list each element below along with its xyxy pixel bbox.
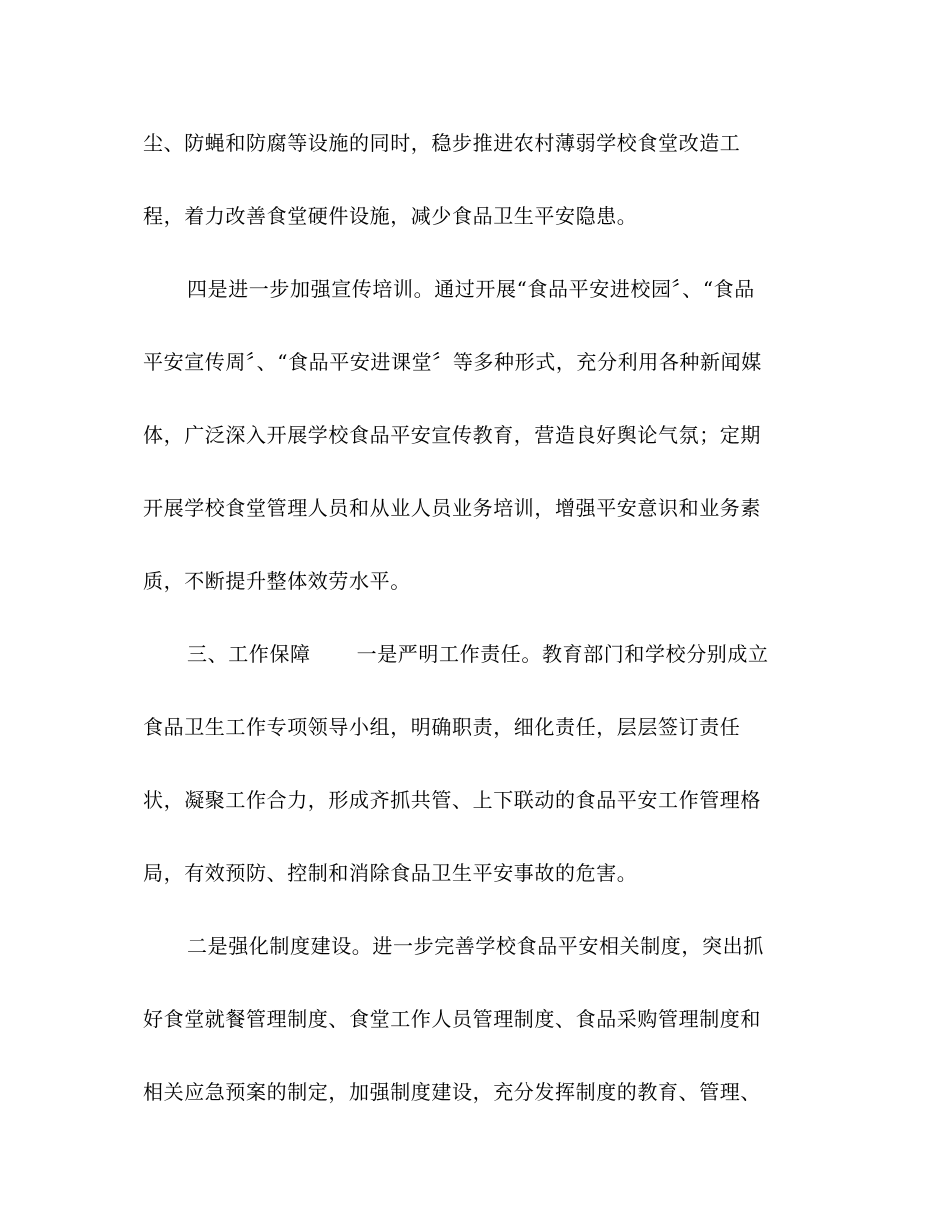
text-line-10: 状，凝聚工作合力，形成齐抓共管、上下联动的食品平安工作管理格 [143,788,761,812]
text-line-12: 二是强化制度建设。进一步完善学校食品平安相关制度，突出抓 [187,934,764,958]
text-line-5: 体，广泛深入开展学校食品平安宣传教育，营造良好舆论气氛；定期 [143,423,761,447]
section-first-item: 一是严明工作责任。教育部门和学校分别成立 [356,642,769,666]
text-line-9: 食品卫生工作专项领导小组，明确职责，细化责任，层层签订责任 [143,715,741,739]
text-line-13: 好食堂就餐管理制度、食堂工作人员管理制度、食品采购管理制度和 [143,1007,761,1031]
text-line-11: 局，有效预防、控制和消除食品卫生平安事故的危害。 [143,861,638,885]
text-line-3: 四是进一步加强宣传培训。通过开展“食品平安进校园〞、“食品 [187,277,755,301]
text-line-6: 开展学校食堂管理人员和从业人员业务培训，增强平安意识和业务素 [143,496,761,520]
text-line-8 [187,640,769,668]
text-line-4: 平安宣传周〞、“食品平安进课堂〞等多种形式，充分利用各种新闻媒 [143,350,762,374]
section-heading: 三、工作保障 [187,642,311,666]
text-line-2: 程，着力改善食堂硬件设施，减少食品卫生平安隐患。 [143,204,638,228]
text-line-14: 相关应急预案的制定，加强制度建设，充分发挥制度的教育、管理、 [143,1080,761,1104]
text-line-1: 尘、防蝇和防腐等设施的同时，稳步推进农村薄弱学校食堂改造工 [143,131,741,155]
text-line-7: 质，不断提升整体效劳水平。 [143,569,411,593]
